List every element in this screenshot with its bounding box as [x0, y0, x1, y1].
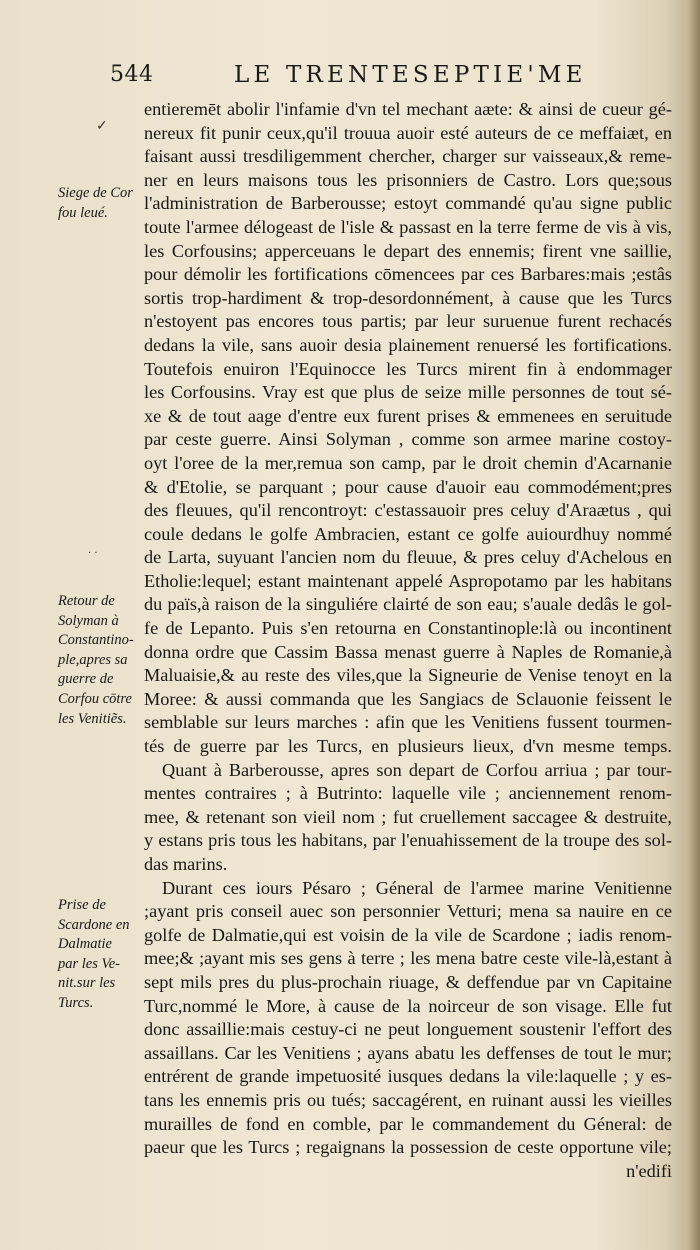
marginal-note-line: les Venitiẽs.	[58, 710, 127, 727]
text-line: n'estoyent pas encores tous partis; par leur suruenue furent rechacés	[144, 311, 672, 332]
text-line: tans les ennemis pris ou tués; saccagérent, en ruinant aussi les vieilles	[144, 1089, 672, 1110]
marginal-note-line: par les Ve-	[58, 955, 121, 972]
marginal-note-line: Prise de	[58, 897, 106, 913]
text-line: fe de Lepanto. Puis s'en retourna en Constantinople:là ou incontinent	[144, 618, 672, 639]
text-line: paeur que les Turcs ; regaignans la possession de ceste opportune vile;	[144, 1137, 672, 1158]
text-line: Moree: & aussi commanda que les Sangiacs de Sclauonie feissent le	[144, 688, 672, 709]
catchword: n'edifi	[626, 1160, 672, 1181]
marginal-note-line: Scardone en	[58, 916, 130, 933]
marginal-note-line: guerre de	[58, 671, 114, 688]
ink-dots: · ·	[88, 548, 98, 559]
marginal-note-line: nit.sur les	[58, 975, 116, 992]
text-line: mee;& ;ayant mis ses gens à terre ; les mena batre ceste vile-là,estant à	[144, 948, 672, 969]
marginal-note-line: Solyman à	[58, 612, 119, 629]
text-line: donc assaillie:mais cestuy-ci ne peut longuement soustenir l'effort des	[144, 1019, 672, 1040]
text-line: ;ayant pris conseil auec son personnier Vetturi; mena sa nauire en ce	[144, 901, 672, 922]
marginal-note-line: Constantino-	[58, 632, 134, 649]
main-text-block	[144, 98, 672, 1183]
text-line: Toutefois enuiron l'Equinocce les Turcs mirent fin à endommager	[144, 358, 672, 379]
text-line: murailles de fond en comble, par le commandement du Géneral: de	[144, 1113, 672, 1134]
text-line: par ceste guerre. Ainsi Solyman , comme son armee marine costoy-	[144, 429, 672, 450]
page-header	[110, 62, 680, 94]
text-line: semblable sur leurs marches : afin que les Venitiens fussent tourmen-	[144, 712, 672, 733]
text-line: das marins.	[144, 854, 228, 874]
text-line: entieremēt abolir l'infamie d'vn tel mechant aæte: & ainsi de cueur gé-	[144, 99, 672, 119]
text-line: Quant à Barberousse, apres son depart de Corfou arriua ; par tour-	[162, 759, 672, 780]
text-line: Durant ces iours Pésaro ; Géneral de l'armee marine Venitienne	[162, 877, 672, 898]
text-line: sept mils pres du plus-prochain riuage, & deffendue par vn Capitaine	[144, 971, 672, 992]
text-line: coule dedans le golfe Ambracien, estant ce golfe auiourdhuy nommé	[144, 523, 672, 544]
text-line: Etholie:lequel; estant maintenant appelé Aspropotamo par les habitans	[144, 570, 672, 591]
marginal-note-siege	[58, 184, 142, 223]
text-line: oyt l'oree de la mer,remua son camp, par le droit chemin d'Acarnanie	[144, 452, 672, 473]
marginal-note-line: Corfou cōtre	[58, 690, 132, 707]
page-edge	[686, 0, 700, 1250]
marginal-note-prise	[58, 896, 142, 1014]
text-line: tés de guerre par les Turcs, en plusieurs lieux, d'vn mesme temps.	[144, 736, 672, 757]
text-line: nereux fit punir ceux,qu'il trouua auoir esté auteurs de ce meffaiæt, en	[144, 122, 672, 143]
marginal-note-line: Turcs.	[58, 994, 94, 1011]
text-line: les Corfousins. Vray est que plus de seize mille personnes de tout sé-	[144, 382, 672, 403]
text-line: du païs,à raison de la singuliére clairté de son eau; s'auale dedâs le gol-	[144, 594, 672, 615]
text-line: sortis trop-hardiment & trop-desordonnément, à cause que les Turcs	[144, 287, 672, 308]
text-line: entrérent de grande impetuosité iusques dedans la vile:laquelle ; y es-	[144, 1066, 672, 1087]
marginal-note-line: Dalmatie	[58, 936, 112, 953]
text-line: faisant aussi tresdiligemment chercher, charger sur vaisseaux,& reme-	[144, 146, 672, 167]
text-line: xe & de tout aage d'entre eux furent prises & emmenees en seruitude	[144, 405, 672, 426]
text-line: assaillans. Car les Venitiens ; ayans abatu les deffenses de tout le mur;	[144, 1042, 672, 1063]
text-line: les Corfousins; apperceuans le depart des ennemis; firent vne saillie,	[144, 240, 672, 261]
text-line: toute l'armee délogeast de l'isle & passast en la terre ferme de vis à vis,	[144, 216, 672, 237]
running-title: LE TRENTESEPTIE'ME	[234, 62, 587, 88]
ink-mark: ✓	[96, 118, 108, 134]
text-line: golfe de Dalmatie,qui est voisin de la vile de Scardone ; iadis renom-	[144, 924, 672, 945]
text-line: y estans pris tous les habitans, par l'enuahissement de la troupe des sol-	[144, 830, 672, 851]
text-line: pour démolir les fortifications cōmencees par ces Barbares:mais ;estâs	[144, 264, 672, 285]
text-line: mee, & retenant son vieil nom ; fut cruellement saccagee & destruite,	[144, 806, 672, 827]
text-line: de Larta, suyuant l'ancien nom du fleuue, & pres celuy d'Achelous en	[144, 547, 672, 568]
text-line: mentes contraires ; à Butrinto: laquelle vile ; anciennement renom-	[144, 783, 672, 804]
text-line: des fleuues, qu'il rencontroyt: c'estassauoir pres celuy d'Araætus , qui	[144, 500, 672, 521]
marginal-note-retour	[58, 592, 142, 729]
text-line: dedans la vile, sans auoir desia plainement renuersé les fortifications.	[144, 334, 672, 355]
marginal-note-line: fou leué.	[58, 204, 108, 221]
text-line: Maluaisie,& au reste des viles,que la Signeurie de Venise tenoyt en la	[144, 665, 672, 686]
text-line: ner en leurs maisons tous les prisonniers de Castro. Lors que;sous	[144, 169, 672, 190]
marginal-note-line: Siege de Cor	[58, 185, 133, 201]
text-line: Turc,nommé le More, à cause de la noirceur de son visage. Elle fut	[144, 995, 672, 1016]
marginal-note-line: ple,apres sa	[58, 651, 128, 668]
text-line: donna ordre que Cassim Bassa menast guerre à Naples de Romanie,à	[144, 641, 672, 662]
marginal-note-line: Retour de	[58, 593, 115, 609]
page-number: 544	[110, 62, 154, 87]
text-line: & d'Etolie, se parquant ; pour cause d'auoir eau commodément;pres	[144, 476, 672, 497]
text-line: l'administration de Barberousse; estoyt commandé qu'au signe public	[144, 193, 672, 214]
